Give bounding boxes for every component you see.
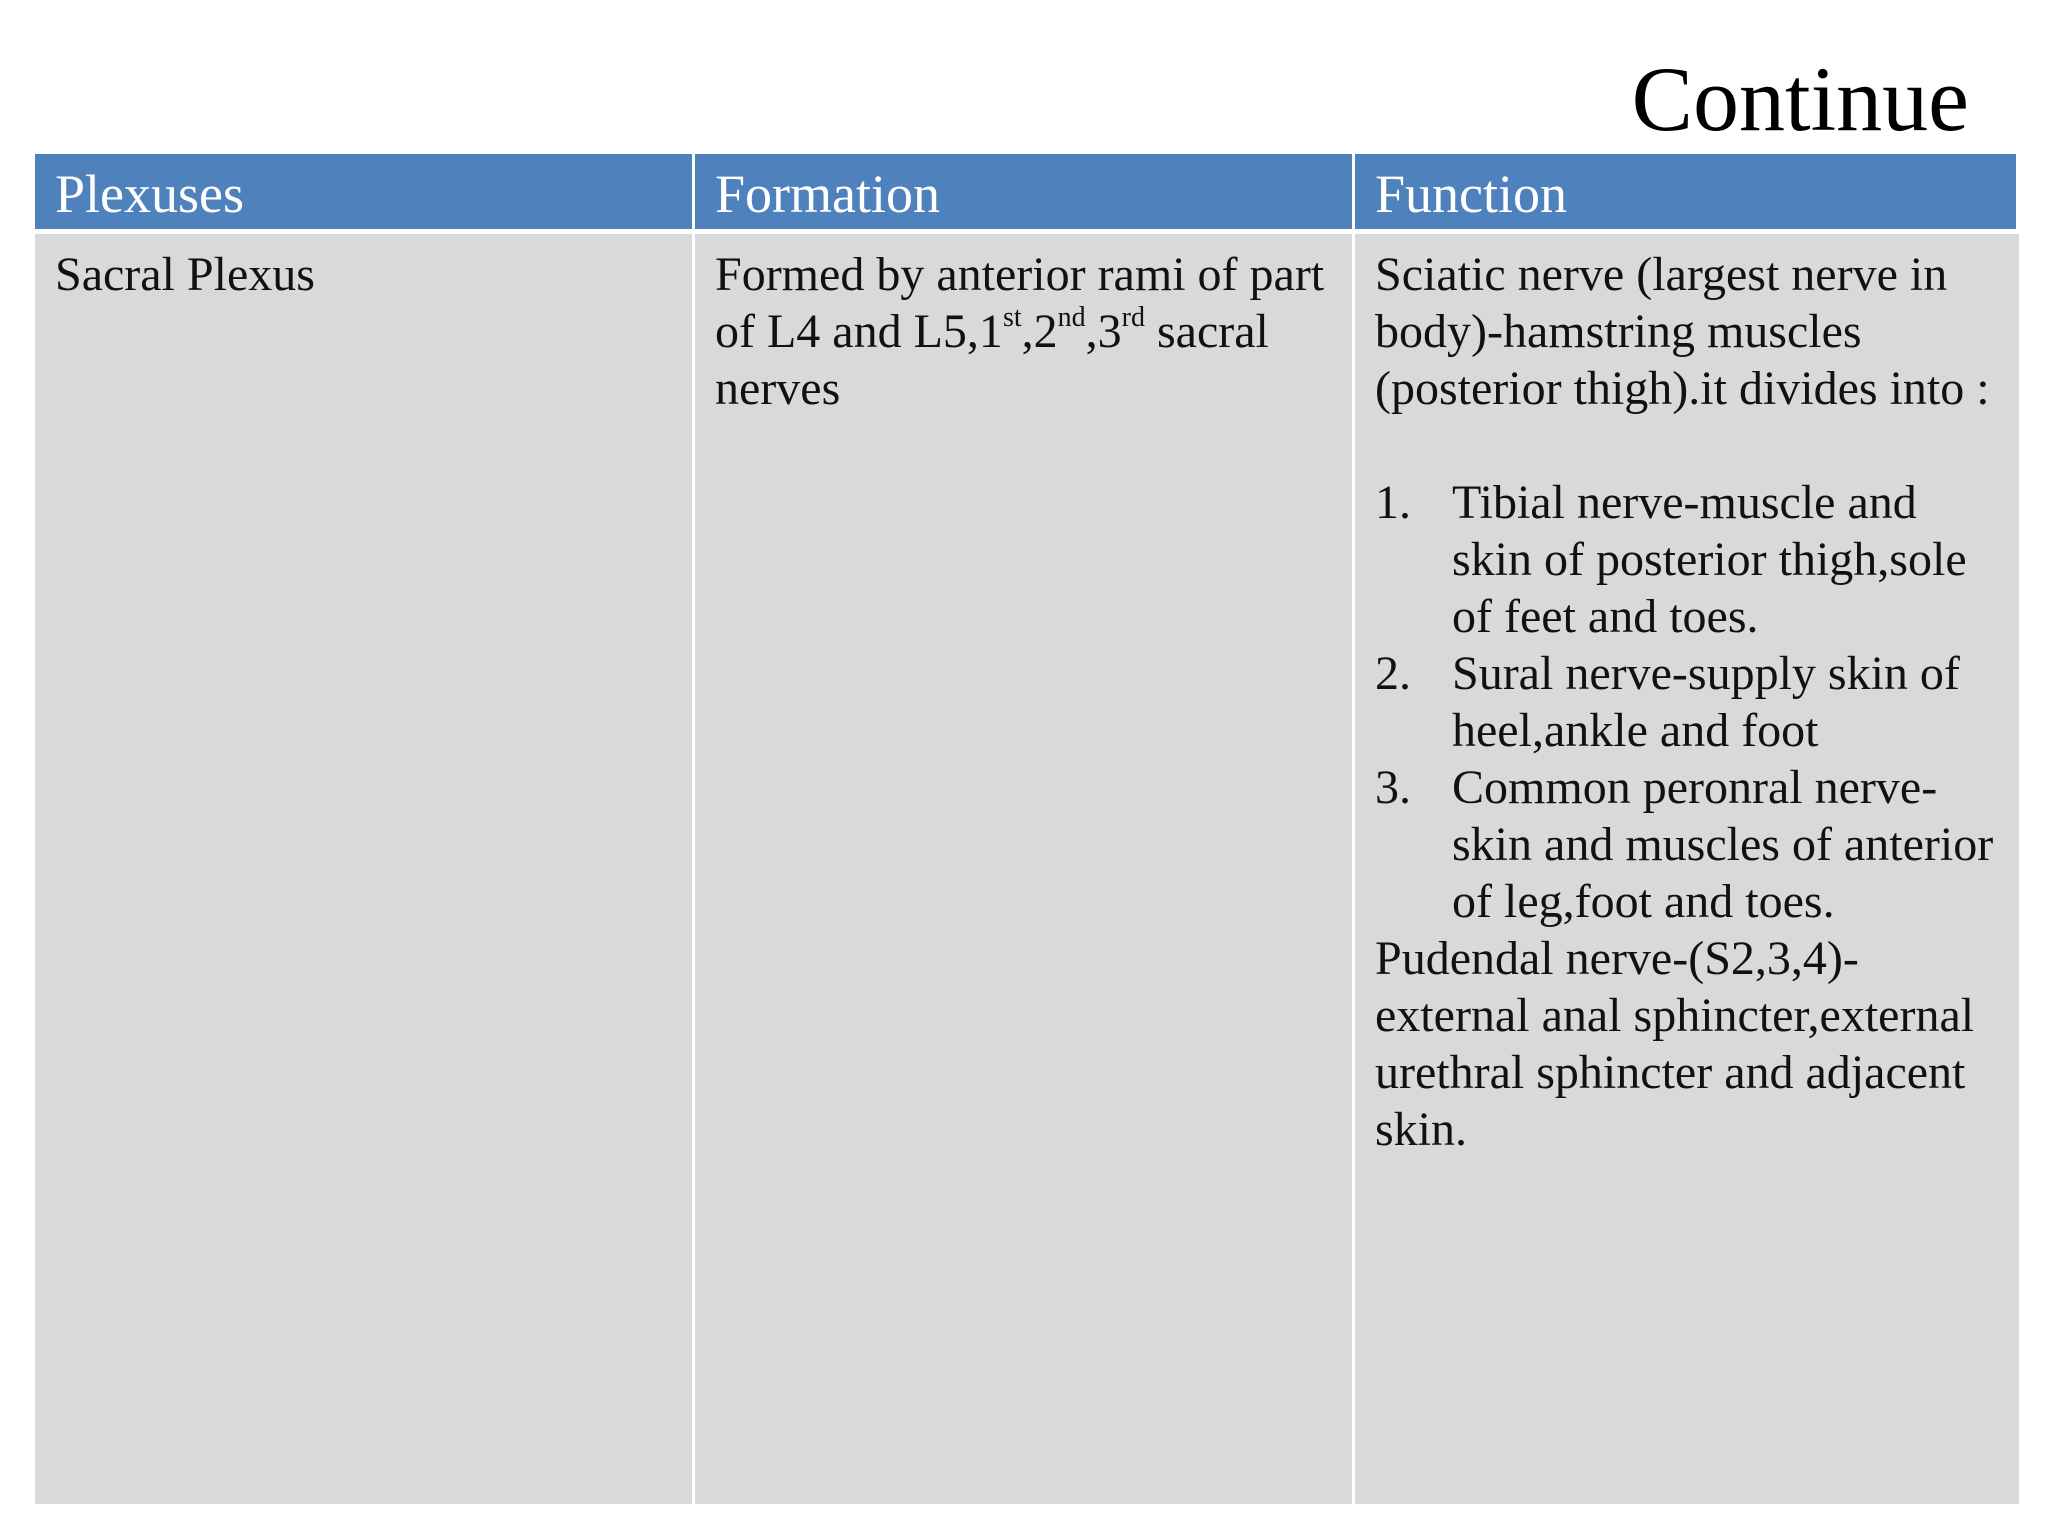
formation-sup-st: st [1002, 302, 1022, 333]
list-item-number: 3. [1375, 761, 1411, 814]
formation-part1: Formed by anterior rami of part of L4 and L5,1 [715, 248, 1325, 358]
list-item-number: 2. [1375, 647, 1411, 700]
header-function: Function [1355, 154, 2019, 234]
slide-title: Continue [1631, 48, 1969, 150]
formation-text [715, 246, 1334, 417]
formation-sup-nd: nd [1057, 302, 1086, 333]
plexus-table [35, 154, 2019, 1504]
list-item [1375, 474, 2001, 645]
formation-part2nd: ,2 [1021, 305, 1058, 358]
cell-formation [695, 234, 1355, 1504]
function-outro: Pudendal nerve-(S2,3,4)-external anal sphincter,external urethral sphincter and adjacent skin. [1375, 932, 1975, 1156]
list-item-text: Common peronral nerve-skin and muscles of anterior of leg,foot and toes. [1452, 761, 1994, 928]
list-item-text: Tibial nerve-muscle and skin of posterior thigh,sole of feet and toes. [1452, 476, 1967, 643]
list-item-number: 1. [1375, 476, 1411, 529]
cell-function [1355, 234, 2019, 1504]
header-plexuses: Plexuses [35, 154, 695, 234]
list-item-text: Sural nerve-supply skin of heel,ankle and foot [1452, 647, 1960, 757]
formation-part3rd: ,3 [1085, 305, 1122, 358]
function-intro: Sciatic nerve (largest nerve in body)-hamstring muscles (posterior thigh).it divides into : [1375, 248, 1990, 415]
formation-part-end: sacral nerves [715, 305, 1269, 415]
sciatic-branch-list [1375, 474, 2001, 930]
header-formation: Formation [695, 154, 1355, 234]
list-item [1375, 759, 2001, 930]
list-item [1375, 645, 2001, 759]
plexus-name: Sacral Plexus [55, 248, 315, 301]
formation-sup-rd: rd [1121, 302, 1145, 333]
cell-plexus [35, 234, 695, 1504]
